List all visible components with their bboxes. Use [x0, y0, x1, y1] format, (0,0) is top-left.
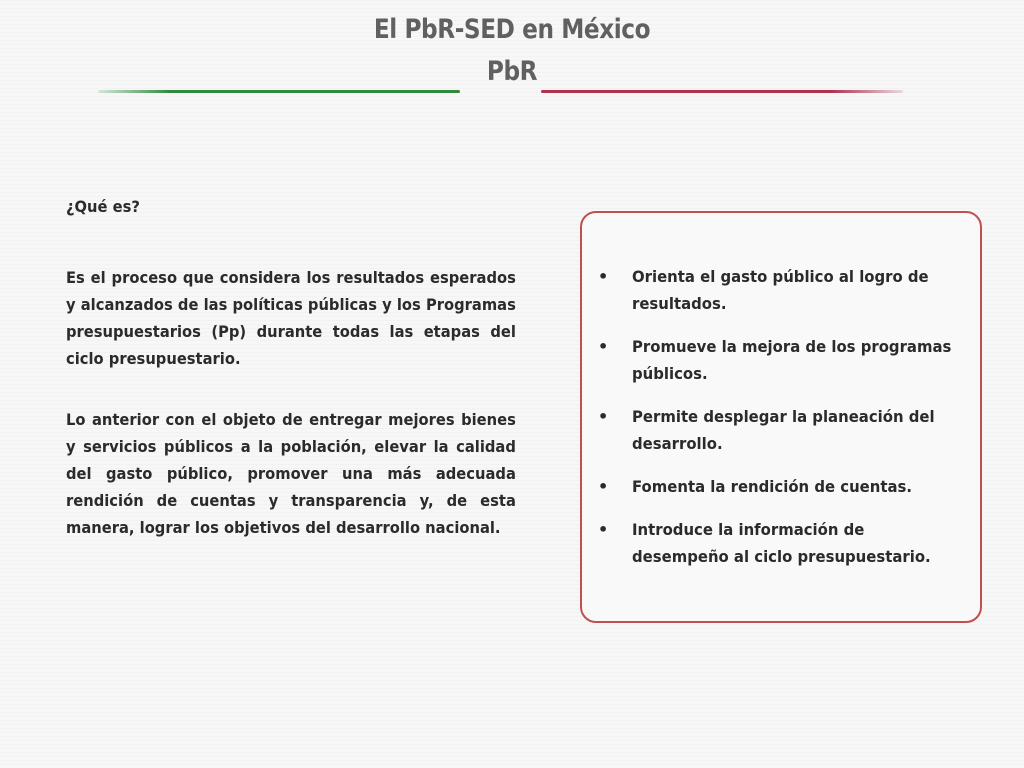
red-divider — [541, 90, 903, 93]
page-subtitle: PbR — [486, 56, 538, 87]
bullet-icon: • — [598, 337, 609, 356]
list-item-text: Orienta el gasto público al logro de resultados. — [632, 267, 929, 313]
question-heading: ¿Qué es? — [66, 197, 140, 216]
list-item-text: Introduce la información de desempeño al ciclo presupuestario. — [632, 520, 931, 566]
objective-suffix: más adecuada rendición de cuentas y transparencia y, de esta manera, lograr los objetivos del desarrollo nacional. — [66, 464, 516, 537]
list-item-text: Promueve la mejora de los programas públicos. — [632, 337, 952, 383]
bullet-icon: • — [598, 267, 609, 286]
list-item — [598, 473, 968, 500]
list-item — [598, 516, 968, 570]
bullet-icon: • — [598, 477, 609, 496]
objective-emphasis: de entregar mejores bienes y servicios públicos a la población, elevar la calidad del gasto público, promover una — [66, 410, 516, 483]
green-divider — [98, 90, 460, 93]
benefits-list — [598, 263, 968, 586]
bullet-icon: • — [598, 407, 609, 426]
objective-paragraph — [66, 406, 516, 541]
benefits-box — [580, 211, 982, 623]
list-item — [598, 403, 968, 457]
list-item-text: Permite desplegar la planeación del desarrollo. — [632, 407, 935, 453]
bullet-icon: • — [598, 520, 609, 539]
definition-section — [66, 193, 516, 541]
page-title: El PbR-SED en México — [373, 14, 651, 45]
objective-prefix: Lo anterior con el objeto — [66, 410, 283, 429]
list-item-text: Fomenta la rendición de cuentas. — [632, 477, 913, 496]
list-item — [598, 263, 968, 317]
list-item — [598, 333, 968, 387]
definition-paragraph: Es el proceso que considera los resultados esperados y alcanzados de las políticas públicas y los Programas presupuestarios (Pp) durante todas las etapas del ciclo presupuestario. — [66, 268, 516, 368]
